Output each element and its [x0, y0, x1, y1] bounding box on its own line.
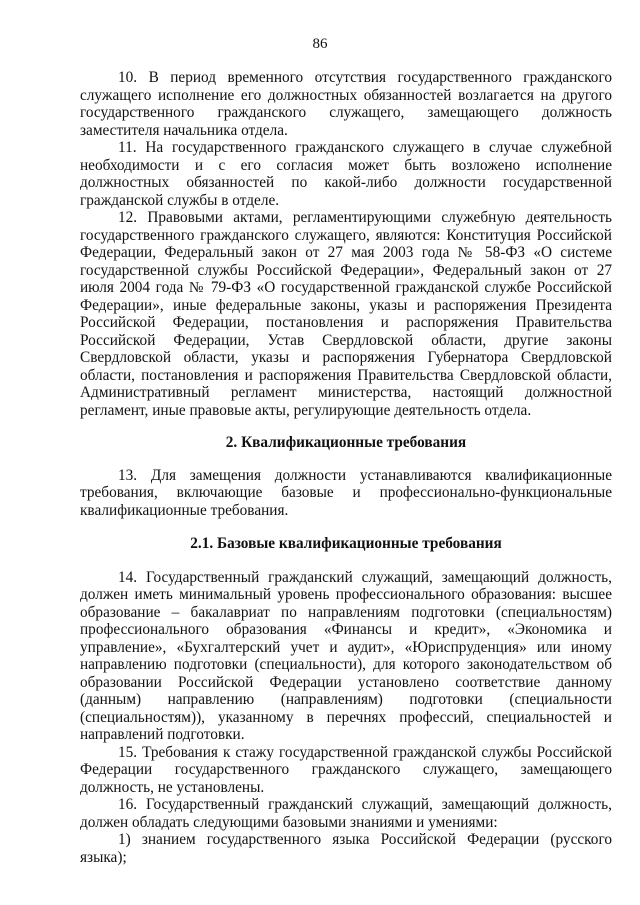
section-heading-2: 2. Квалификационные требования — [225, 434, 467, 451]
paragraph-12: 12. Правовыми актами, регламентирующими служебную деятельность государственного гражданского служащего, являются: Конституция Российской Федерации, Федеральный закон от 27 мая 2003 года № 58-ФЗ «О системе государственной службы Российской Федерации», Федеральный закон от 27 июля 2004 года № 79-ФЗ «О государственной гражданской службе Российской Федерации», иные федеральные законы, указы и распоряжения Президента Российской Федерации, постановления и распоряжения Правительства Российской Федерации, Устав Свердловской области, другие законы Свердловской области, указы и распоряжения Губернатора Свердловской области, постановления и распоряжения Правительства Свердловской области, Административный регламент министерства, настоящий должностной регламент, иные правовые акты, регулирующие деятельность отдела. — [80, 209, 612, 419]
paragraph-13: 13. Для замещения должности устанавливаются квалификационные требования, включающие базовые и профессионально-функциональные квалификационные требования. — [80, 466, 612, 519]
paragraph-11: 11. На государственного гражданского служащего в случае служебной необходимости и с его согласия может быть возложено исполнение должностных обязанностей по какой-либо должности государственной гражданской службы в отделе. — [80, 139, 612, 209]
section-heading-2-1: 2.1. Базовые квалификационные требования — [190, 535, 502, 552]
paragraph-14: 14. Государственный гражданский служащий, замещающий должность, должен иметь минимальный уровень профессионального образования: высшее образование – бакалавриат по направлениям подготовки (специальностям) профессионального образования «Финансы и кредит», «Экономика и управление», «Бухгалтерский учет и аудит», «Юриспруденция» или иному направлению подготовки (специальности), для которого законодательством об образовании Российской Федерации установлено соответствие данному (данным) направлению (направлениям) подготовки (специальности (специальностям)), указанному в перечнях профессий, специальностей и направлений подготовки. — [80, 568, 612, 743]
list-item-1: 1) знанием государственного языка Российской Федерации (русского языка); — [80, 831, 612, 866]
paragraph-16: 16. Государственный гражданский служащий, замещающий должность, должен обладать следующими базовыми знаниями и умениями: — [80, 796, 612, 831]
document-body — [80, 69, 612, 866]
paragraph-15: 15. Требования к стажу государственной гражданской службы Российской Федерации государственного гражданского служащего, замещающего должность, не установлены. — [80, 743, 612, 796]
paragraph-10: 10. В период временного отсутствия государственного гражданского служащего исполнение его должностных обязанностей возлагается на другого государственного гражданского служащего, замещающего должность заместителя начальника отдела. — [80, 69, 612, 139]
page-number: 86 — [312, 36, 328, 52]
